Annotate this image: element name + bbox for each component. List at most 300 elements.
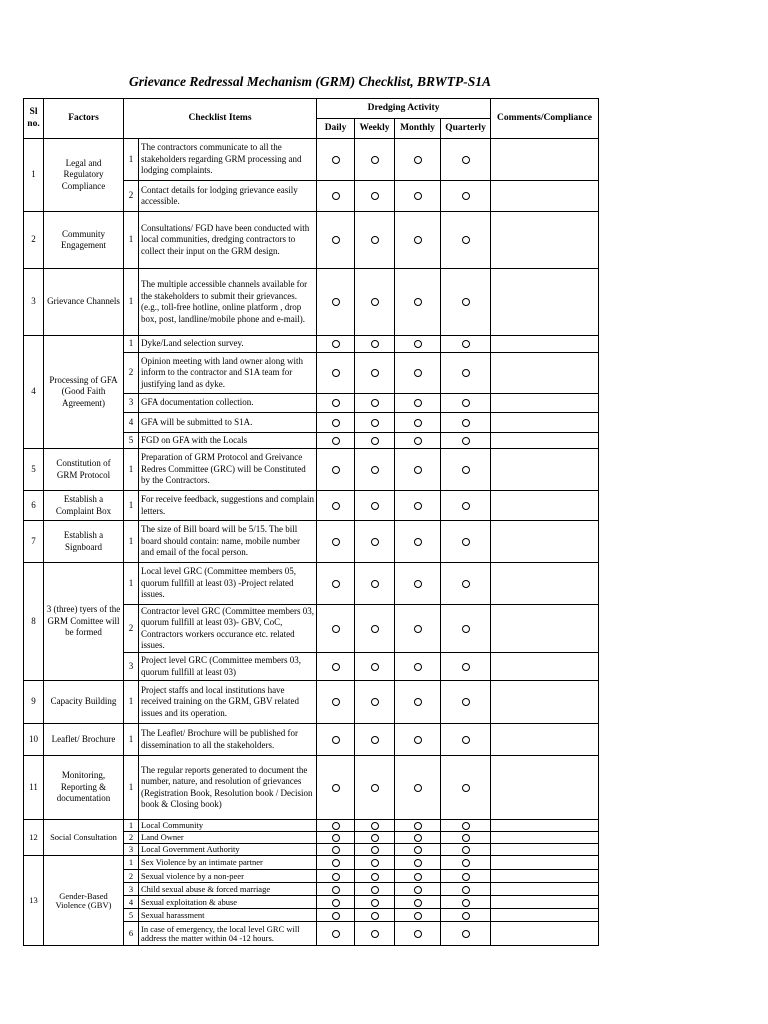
factor-cell: Establish a Signboard [44,521,124,563]
factor-cell: Processing of GFA (Good Faith Agreement) [44,336,124,449]
weekly-radio-button[interactable] [371,437,379,445]
daily-cell [317,896,355,909]
monthly-radio-button[interactable] [414,466,422,474]
weekly-radio-button[interactable] [371,399,379,407]
weekly-radio-button[interactable] [371,698,379,706]
monthly-radio-button[interactable] [414,834,422,842]
monthly-radio-button[interactable] [414,538,422,546]
quarterly-cell [441,922,491,946]
table-row [24,563,599,605]
quarterly-radio-button[interactable] [462,886,470,894]
weekly-radio-button[interactable] [371,930,379,938]
weekly-cell [355,212,395,269]
quarterly-radio-button[interactable] [462,399,470,407]
weekly-cell [355,844,395,856]
comments-cell[interactable] [491,856,599,870]
comments-cell[interactable] [491,563,599,605]
monthly-cell [395,756,441,820]
weekly-radio-button[interactable] [371,736,379,744]
weekly-cell [355,856,395,870]
weekly-cell [355,653,395,681]
factor-cell: Constitution of GRM Protocol [44,449,124,491]
monthly-cell [395,870,441,883]
item-number: 1 [124,449,139,491]
comments-cell[interactable] [491,336,599,353]
header-sl: Sl no. [24,99,44,139]
weekly-radio-button[interactable] [371,340,379,348]
daily-cell [317,870,355,883]
comments-cell[interactable] [491,922,599,946]
quarterly-radio-button[interactable] [462,466,470,474]
weekly-cell [355,832,395,844]
daily-radio-button[interactable] [332,419,340,427]
quarterly-radio-button[interactable] [462,846,470,854]
daily-radio-button[interactable] [332,736,340,744]
checklist-item-text: Child sexual abuse & forced marriage [139,883,317,896]
comments-cell[interactable] [491,896,599,909]
factor-cell: Legal and Regulatory Compliance [44,139,124,212]
monthly-radio-button[interactable] [414,399,422,407]
weekly-cell [355,756,395,820]
table-row [24,269,599,336]
quarterly-cell [441,896,491,909]
weekly-radio-button[interactable] [371,419,379,427]
daily-radio-button[interactable] [332,538,340,546]
comments-cell[interactable] [491,139,599,181]
serial-number: 11 [24,756,44,820]
daily-radio-button[interactable] [332,236,340,244]
weekly-cell [355,353,395,394]
weekly-radio-button[interactable] [371,846,379,854]
comments-cell[interactable] [491,449,599,491]
serial-number: 12 [24,820,44,856]
serial-number: 5 [24,449,44,491]
quarterly-cell [441,756,491,820]
quarterly-cell [441,820,491,832]
daily-cell [317,756,355,820]
checklist-item-text: FGD on GFA with the Locals [139,433,317,449]
monthly-cell [395,413,441,433]
daily-radio-button[interactable] [332,834,340,842]
quarterly-cell [441,491,491,521]
monthly-cell [395,681,441,724]
monthly-radio-button[interactable] [414,298,422,306]
daily-cell [317,139,355,181]
item-number: 4 [124,896,139,909]
checklist-item-text: Contractor level GRC (Committee members 03, quorum fullfill at least 03)- GBV, CoC, Contractors workers occurance etc. related issues. [139,605,317,653]
monthly-radio-button[interactable] [414,192,422,200]
quarterly-cell [441,563,491,605]
item-number: 2 [124,870,139,883]
quarterly-radio-button[interactable] [462,298,470,306]
quarterly-radio-button[interactable] [462,784,470,792]
checklist-item-text: Project level GRC (Committee members 03, quorum fullfill at least 03) [139,653,317,681]
quarterly-cell [441,856,491,870]
daily-radio-button[interactable] [332,822,340,830]
quarterly-radio-button[interactable] [462,834,470,842]
weekly-radio-button[interactable] [371,502,379,510]
daily-cell [317,181,355,212]
quarterly-cell [441,521,491,563]
daily-radio-button[interactable] [332,663,340,671]
factor-cell: Social Consultation [44,820,124,856]
monthly-cell [395,563,441,605]
monthly-radio-button[interactable] [414,369,422,377]
header-daily: Daily [317,119,355,139]
item-number: 1 [124,139,139,181]
monthly-cell [395,491,441,521]
daily-cell [317,820,355,832]
daily-cell [317,922,355,946]
serial-number: 1 [24,139,44,212]
daily-radio-button[interactable] [332,192,340,200]
daily-cell [317,681,355,724]
monthly-cell [395,883,441,896]
comments-cell[interactable] [491,394,599,413]
checklist-item-text: The contractors communicate to all the stakeholders regarding GRM processing and lodging complaints. [139,139,317,181]
table-row [24,212,599,269]
comments-cell[interactable] [491,605,599,653]
table-row [24,449,599,491]
monthly-cell [395,896,441,909]
weekly-radio-button[interactable] [371,156,379,164]
header-quarterly: Quarterly [441,119,491,139]
quarterly-cell [441,870,491,883]
daily-radio-button[interactable] [332,625,340,633]
item-number: 4 [124,413,139,433]
item-number: 2 [124,181,139,212]
serial-number: 6 [24,491,44,521]
serial-number: 7 [24,521,44,563]
weekly-cell [355,394,395,413]
checklist-item-text: Local Community [139,820,317,832]
header-monthly: Monthly [395,119,441,139]
daily-radio-button[interactable] [332,899,340,907]
comments-cell[interactable] [491,433,599,449]
quarterly-radio-button[interactable] [462,437,470,445]
daily-radio-button[interactable] [332,930,340,938]
daily-radio-button[interactable] [332,580,340,588]
daily-radio-button[interactable] [332,340,340,348]
quarterly-cell [441,433,491,449]
monthly-radio-button[interactable] [414,156,422,164]
table-row [24,521,599,563]
table-row [24,491,599,521]
quarterly-radio-button[interactable] [462,580,470,588]
item-number: 3 [124,394,139,413]
item-number: 3 [124,844,139,856]
factor-cell: Gender-Based Violence (GBV) [44,856,124,946]
weekly-cell [355,269,395,336]
comments-cell[interactable] [491,844,599,856]
comments-cell[interactable] [491,521,599,563]
comments-cell[interactable] [491,681,599,724]
monthly-radio-button[interactable] [414,822,422,830]
monthly-radio-button[interactable] [414,663,422,671]
checklist-item-text: In case of emergency, the local level GRC will address the matter within 04 -12 hours. [139,922,317,946]
weekly-cell [355,605,395,653]
comments-cell[interactable] [491,832,599,844]
monthly-radio-button[interactable] [414,236,422,244]
checklist-body [24,139,599,946]
item-number: 1 [124,820,139,832]
daily-radio-button[interactable] [332,859,340,867]
quarterly-radio-button[interactable] [462,873,470,881]
quarterly-cell [441,449,491,491]
checklist-item-text: Contact details for lodging grievance easily accessible. [139,181,317,212]
factor-cell: Grievance Channels [44,269,124,336]
quarterly-cell [441,139,491,181]
daily-cell [317,653,355,681]
quarterly-radio-button[interactable] [462,663,470,671]
weekly-radio-button[interactable] [371,192,379,200]
header-weekly: Weekly [355,119,395,139]
quarterly-cell [441,832,491,844]
header-factors: Factors [44,99,124,139]
daily-cell [317,856,355,870]
checklist-item-text: Local Government Authority [139,844,317,856]
monthly-radio-button[interactable] [414,502,422,510]
item-number: 1 [124,212,139,269]
daily-radio-button[interactable] [332,502,340,510]
weekly-cell [355,521,395,563]
monthly-cell [395,336,441,353]
monthly-cell [395,844,441,856]
comments-cell[interactable] [491,212,599,269]
daily-radio-button[interactable] [332,912,340,920]
quarterly-cell [441,212,491,269]
comments-cell[interactable] [491,756,599,820]
comments-cell[interactable] [491,909,599,922]
comments-cell[interactable] [491,353,599,394]
item-number: 2 [124,832,139,844]
weekly-radio-button[interactable] [371,834,379,842]
daily-cell [317,832,355,844]
monthly-cell [395,724,441,756]
quarterly-radio-button[interactable] [462,192,470,200]
quarterly-cell [441,883,491,896]
header-checklist-items: Checklist Items [124,99,317,139]
daily-cell [317,269,355,336]
item-number: 5 [124,433,139,449]
item-number: 1 [124,856,139,870]
monthly-radio-button[interactable] [414,340,422,348]
quarterly-cell [441,909,491,922]
weekly-radio-button[interactable] [371,663,379,671]
comments-cell[interactable] [491,491,599,521]
checklist-item-text: Local level GRC (Committee members 05, quorum fullfill at least 03) -Project related issues. [139,563,317,605]
table-row [24,681,599,724]
quarterly-radio-button[interactable] [462,236,470,244]
daily-radio-button[interactable] [332,784,340,792]
quarterly-radio-button[interactable] [462,502,470,510]
quarterly-radio-button[interactable] [462,369,470,377]
daily-radio-button[interactable] [332,466,340,474]
daily-radio-button[interactable] [332,369,340,377]
item-number: 1 [124,269,139,336]
quarterly-radio-button[interactable] [462,340,470,348]
monthly-radio-button[interactable] [414,736,422,744]
factor-cell: Monitoring, Reporting & documentation [44,756,124,820]
daily-radio-button[interactable] [332,437,340,445]
weekly-radio-button[interactable] [371,873,379,881]
daily-cell [317,394,355,413]
item-number: 1 [124,756,139,820]
comments-cell[interactable] [491,653,599,681]
monthly-radio-button[interactable] [414,437,422,445]
monthly-cell [395,181,441,212]
quarterly-radio-button[interactable] [462,538,470,546]
quarterly-cell [441,394,491,413]
quarterly-cell [441,724,491,756]
quarterly-radio-button[interactable] [462,912,470,920]
weekly-cell [355,563,395,605]
monthly-cell [395,605,441,653]
checklist-item-text: Opinion meeting with land owner along with inform to the contractor and S1A team for justifying land as dyke. [139,353,317,394]
weekly-radio-button[interactable] [371,580,379,588]
quarterly-cell [441,353,491,394]
monthly-radio-button[interactable] [414,930,422,938]
monthly-radio-button[interactable] [414,873,422,881]
header-comments: Comments/Compliance [491,99,599,139]
monthly-cell [395,521,441,563]
quarterly-radio-button[interactable] [462,156,470,164]
monthly-radio-button[interactable] [414,899,422,907]
weekly-radio-button[interactable] [371,625,379,633]
serial-number: 9 [24,681,44,724]
checklist-item-text: Sexual harassment [139,909,317,922]
table-row [24,139,599,181]
monthly-cell [395,653,441,681]
daily-cell [317,212,355,269]
checklist-item-text: For receive feedback, suggestions and complain letters. [139,491,317,521]
serial-number: 4 [24,336,44,449]
weekly-cell [355,139,395,181]
comments-cell[interactable] [491,820,599,832]
monthly-radio-button[interactable] [414,580,422,588]
quarterly-radio-button[interactable] [462,736,470,744]
factor-cell: 3 (three) tyers of the GRM Comittee will be formed [44,563,124,681]
daily-cell [317,353,355,394]
monthly-radio-button[interactable] [414,886,422,894]
daily-cell [317,521,355,563]
header-dredging-activity: Dredging Activity [317,99,491,119]
monthly-radio-button[interactable] [414,846,422,854]
weekly-radio-button[interactable] [371,822,379,830]
weekly-radio-button[interactable] [371,784,379,792]
comments-cell[interactable] [491,269,599,336]
daily-cell [317,491,355,521]
table-row [24,756,599,820]
daily-radio-button[interactable] [332,698,340,706]
item-number: 5 [124,909,139,922]
weekly-radio-button[interactable] [371,538,379,546]
monthly-radio-button[interactable] [414,784,422,792]
comments-cell[interactable] [491,413,599,433]
monthly-cell [395,433,441,449]
daily-cell [317,605,355,653]
comments-cell[interactable] [491,883,599,896]
weekly-cell [355,870,395,883]
daily-radio-button[interactable] [332,298,340,306]
daily-radio-button[interactable] [332,886,340,894]
weekly-radio-button[interactable] [371,298,379,306]
weekly-radio-button[interactable] [371,899,379,907]
quarterly-radio-button[interactable] [462,419,470,427]
monthly-cell [395,449,441,491]
daily-cell [317,883,355,896]
checklist-item-text: Consultations/ FGD have been conducted with local communities, dredging contractors to collect their input on the GRM design. [139,212,317,269]
quarterly-radio-button[interactable] [462,859,470,867]
weekly-cell [355,181,395,212]
factor-cell: Community Engagement [44,212,124,269]
quarterly-cell [441,336,491,353]
monthly-radio-button[interactable] [414,912,422,920]
quarterly-radio-button[interactable] [462,698,470,706]
quarterly-radio-button[interactable] [462,822,470,830]
monthly-radio-button[interactable] [414,859,422,867]
quarterly-radio-button[interactable] [462,930,470,938]
serial-number: 13 [24,856,44,946]
factor-cell: Capacity Building [44,681,124,724]
checklist-item-text: GFA will be submitted to S1A. [139,413,317,433]
item-number: 3 [124,653,139,681]
daily-radio-button[interactable] [332,156,340,164]
item-number: 1 [124,563,139,605]
weekly-cell [355,909,395,922]
monthly-radio-button[interactable] [414,698,422,706]
checklist-table [23,98,599,946]
monthly-cell [395,139,441,181]
item-number: 1 [124,724,139,756]
monthly-radio-button[interactable] [414,625,422,633]
comments-cell[interactable] [491,724,599,756]
daily-cell [317,433,355,449]
weekly-radio-button[interactable] [371,859,379,867]
comments-cell[interactable] [491,181,599,212]
quarterly-radio-button[interactable] [462,899,470,907]
daily-radio-button[interactable] [332,399,340,407]
monthly-cell [395,909,441,922]
weekly-radio-button[interactable] [371,886,379,894]
quarterly-radio-button[interactable] [462,625,470,633]
daily-radio-button[interactable] [332,846,340,854]
serial-number: 3 [24,269,44,336]
weekly-cell [355,433,395,449]
checklist-item-text: Project staffs and local institutions have received training on the GRM, GBV related issues and its operation. [139,681,317,724]
daily-cell [317,563,355,605]
weekly-radio-button[interactable] [371,466,379,474]
item-number: 2 [124,605,139,653]
weekly-radio-button[interactable] [371,236,379,244]
weekly-radio-button[interactable] [371,369,379,377]
daily-cell [317,449,355,491]
weekly-cell [355,491,395,521]
checklist-item-text: Dyke/Land selection survey. [139,336,317,353]
item-number: 2 [124,353,139,394]
checklist-item-text: Land Owner [139,832,317,844]
weekly-radio-button[interactable] [371,912,379,920]
checklist-item-text: Sex Violence by an intimate partner [139,856,317,870]
monthly-cell [395,212,441,269]
monthly-radio-button[interactable] [414,419,422,427]
comments-cell[interactable] [491,870,599,883]
monthly-cell [395,269,441,336]
factor-cell: Establish a Complaint Box [44,491,124,521]
daily-radio-button[interactable] [332,873,340,881]
item-number: 6 [124,922,139,946]
table-row [24,820,599,832]
